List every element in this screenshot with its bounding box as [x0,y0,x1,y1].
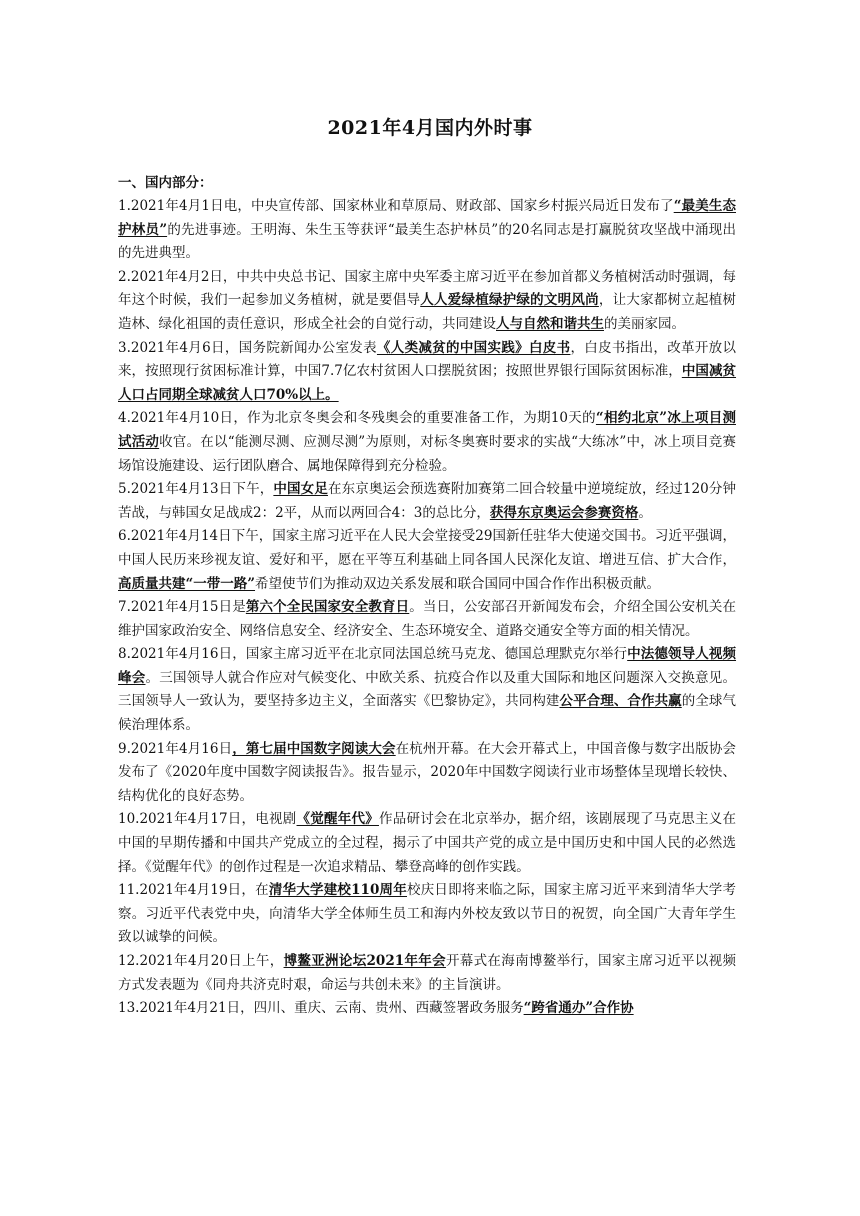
item-text: 的全球气候治理体系。 [118,693,737,734]
keyword-highlight: 人人爱绿植绿护绿的文明风尚 [420,292,599,309]
keyword-highlight: 高质量共建“一带一路” [118,575,256,592]
keyword-highlight: 清华大学建校110周年 [268,882,407,899]
item-text: 6.2021年4月14日下午，国家主席习近平在人民大会堂接受29国新任驻华大使递交国书。习近平强调，中国人民历来珍视友谊、爱好和平，愿在平等互利基础上同各国人民深化友谊、增进互信、扩大合作， [118,528,736,568]
news-item [118,643,736,737]
keyword-highlight: 中国女足 [273,481,328,498]
item-text: 7.2021年4月15日是 [118,599,246,616]
keyword-highlight: 《觉醒年代》 [296,811,379,828]
keyword-highlight: 中国减贫人口占同期全球减贫人口70%以上。 [118,363,737,403]
keyword-highlight: 第六个全民国家安全教育日 [245,599,410,616]
news-item [118,195,736,266]
news-item [118,478,736,525]
item-text: 9.2021年4月16日 [118,740,233,757]
item-text: 开幕式在海南博鳌举行，国家主席习近平以视频方式发表题为《同舟共济克时艰，命运与共创未来》的主旨演讲。 [118,953,737,993]
item-text: 5.2021年4月13日下午， [118,481,274,498]
item-text: 10.2021年4月17日，电视剧 [118,811,297,828]
item-text: 的美丽家园。 [604,315,685,332]
news-item [118,997,736,1021]
news-item [118,266,736,337]
item-text: 8.2021年4月16日，国家主席习近平在北京同法国总统马克龙、德国总理默克尔举行 [118,646,628,663]
item-text: 。当日，公安部召开新闻发布会，介绍全国公安机关在维护国家政治安全、网络信息安全、经济安全、生态环境安全、道路交通安全等方面的相关情况。 [118,599,737,639]
keyword-highlight: 公平合理、合作共赢 [559,693,682,710]
item-text: 1.2021年4月1日电，中央宣传部、国家林业和草原局、财政部、国家乡村振兴局近日发布了 [118,198,674,214]
item-text: 。 [638,504,652,521]
item-text: 2.2021年4月2日，中共中央总书记、国家主席中央军委主席习近平在参加首都义务植树活动时强调，每年这个时候，我们一起参加义务植树，就是要倡导 [118,268,736,309]
item-text: 校庆日即将来临之际，国家主席习近平来到清华大学考察。习近平代表党中央，向清华大学全体师生员工和海内外校友致以节日的祝贺，向全国广大青年学生致以诚挚的问候。 [118,882,737,946]
news-item [118,879,736,950]
item-text: 的先进事迹。王明海、朱生玉等获评“最美生态护林员”的20名同志是打赢脱贫攻坚战中涌现出的先进典型。 [118,221,737,262]
item-text: 4.2021年4月10日，作为北京冬奥会和冬残奥会的重要准备工作，为期10天的 [118,410,596,427]
keyword-highlight: “跨省通办”合作协 [523,1000,634,1017]
news-item [118,596,736,643]
keyword-highlight: 获得东京奥运会参赛资格 [489,504,639,521]
news-list [118,195,736,1021]
news-item [118,337,736,408]
item-text: 收官。在以“能测尽测、应测尽测”为原则，对标冬奥赛时要求的实战“大练冰”中，冰上项目竞赛场馆设施建设、运行团队磨合、属地保障得到充分检验。 [118,433,737,474]
news-item [118,407,736,478]
item-text: 作品研讨会在北京举办，据介绍，该剧展现了马克思主义在中国的早期传播和中国共产党成立的全过程，揭示了中国共产党的成立是中国历史和中国人民的必然选择。《觉醒年代》的创作过程是一次追求精品、攀登高峰的创作实践。 [118,811,737,875]
page-title: 2021年4月国内外时事 [327,117,533,139]
item-text: 在东京奥运会预选赛附加赛第二回合较量中逆境绽放，经过120分钟苦战，与韩国女足战成2：2平，从而以两回合4：3的总比分， [118,481,736,521]
keyword-highlight: 中法德领导人视频峰会 [118,646,737,686]
section-heading: 一、国内部分： [118,175,213,191]
keyword-highlight: ，第七届中国数字阅读大会 [232,740,396,757]
news-item [118,525,736,596]
item-text: 。三国领导人就合作应对气候变化、中欧关系、抗疫合作以及重大国际和地区问题深入交换意见。三国领导人一致认为，要坚持多边主义，全面落实《巴黎协定》，共同构建 [118,669,737,710]
news-item [118,950,736,997]
news-item [118,738,736,809]
item-text: 12.2021年4月20日上午， [118,953,284,969]
news-item [118,808,736,879]
document-body [118,172,736,1021]
item-text: 13.2021年4月21日，四川、重庆、云南、贵州、西藏签署政务服务 [118,1000,524,1017]
keyword-highlight: “相约北京”冰上项目测试活动 [118,410,736,450]
item-text: 希望使节们为推动双边关系发展和联合国同中国合作作出积极贡献。 [255,575,661,592]
item-text: ，白皮书指出，改革开放以来，按照现行贫困标准计算，中国7.7亿农村贫困人口摆脱贫困；按照世界银行国际贫困标准， [118,339,737,380]
keyword-highlight: 《人类减贫的中国实践》白皮书 [376,339,571,356]
item-text: 11.2021年4月19日，在 [118,882,269,899]
item-text: 3.2021年4月6日，国务院新闻办公室发表 [118,339,377,356]
item-text: ，让大家都树立起植树造林、绿化祖国的责任意识，形成全社会的自觉行动，共同建设 [118,292,737,332]
keyword-highlight: “最美生态护林员” [118,198,736,238]
keyword-highlight: 人与自然和谐共生 [496,315,604,332]
item-text: 在杭州开幕。在大会开幕式上，中国音像与数字出版协会发布了《2020年度中国数字阅读报告》。报告显示，2020年中国数字阅读行业市场整体呈现增长较快、结构优化的良好态势。 [118,740,737,804]
keyword-highlight: 博鳌亚洲论坛2021年年会 [283,953,446,969]
